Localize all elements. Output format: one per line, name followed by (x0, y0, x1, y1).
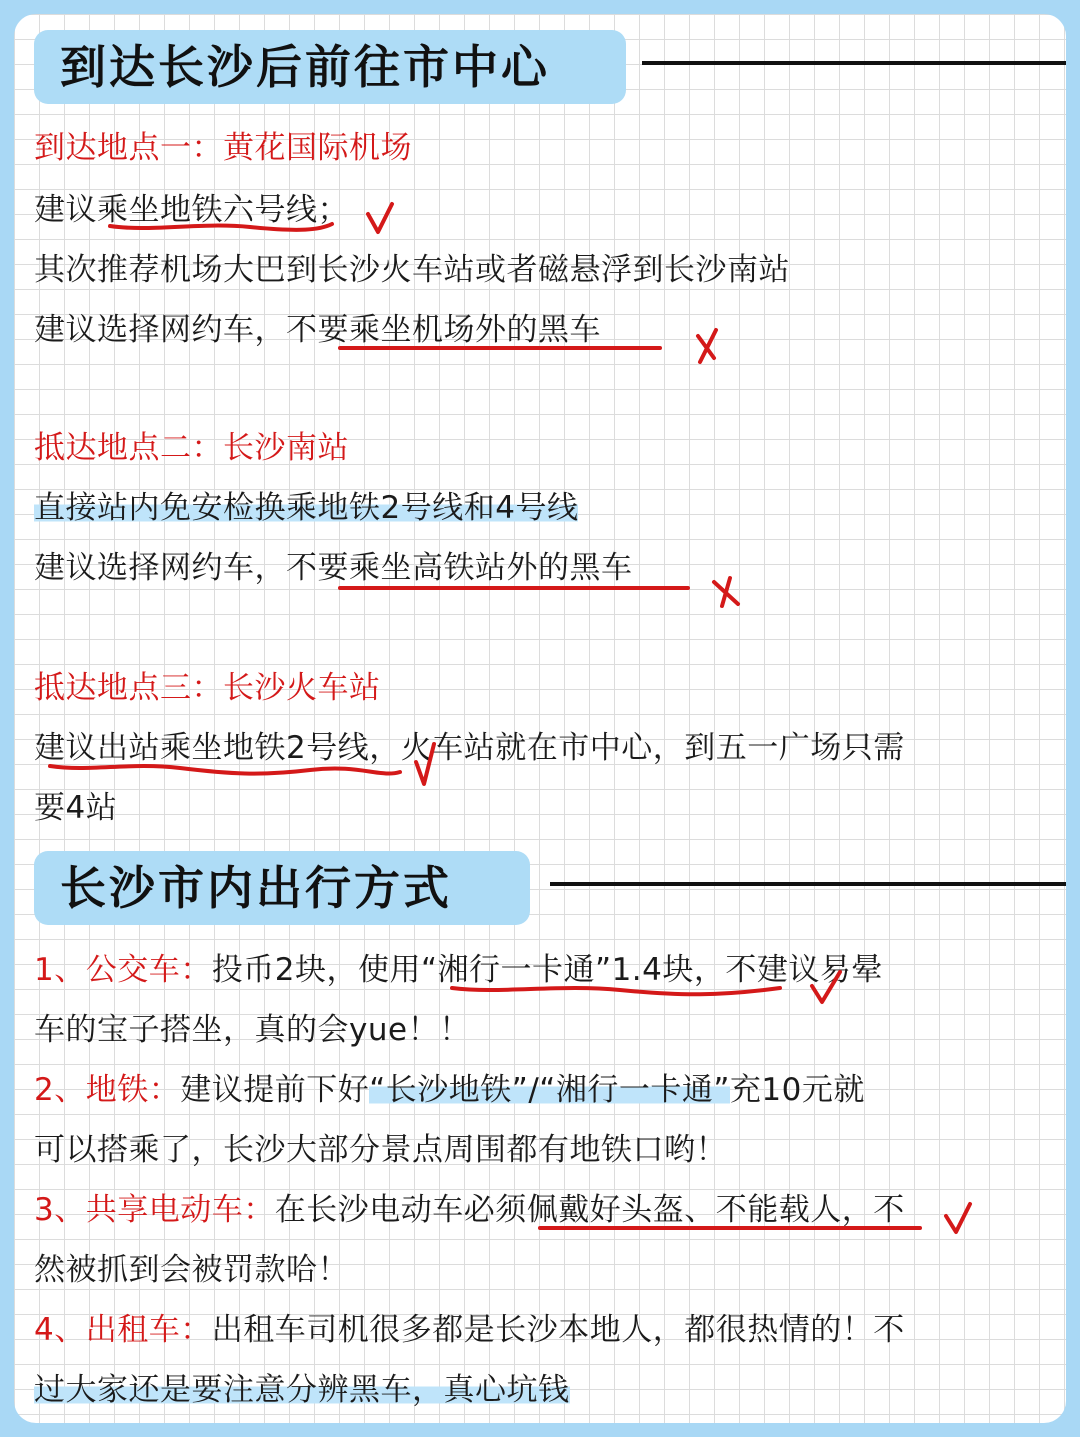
location-1-line-3: 建议选择网约车，不要乘坐机场外的黑车 (34, 312, 601, 348)
transport-item-metro-cont: 可以搭乘了，长沙大部分景点周围都有地铁口哟！ (34, 1132, 727, 1168)
location-2-title: 抵达地点二：长沙南站 (34, 430, 349, 466)
heading-divider (642, 61, 1066, 65)
location-3-title: 抵达地点三：长沙火车站 (34, 670, 381, 706)
location-3-line-1: 建议出站乘坐地铁2号线，火车站就在市中心，到五一广场只需 (34, 730, 905, 766)
transport-item-bus: 1、公交车：投币2块，使用“湘行一卡通”1.4块，不建议易晕 (34, 952, 883, 988)
transport-item-taxi-cont: 过大家还是要注意分辨黑车，真心坑钱 (34, 1372, 570, 1408)
transport-item-bus-cont: 车的宝子搭坐，真的会yue！！ (34, 1012, 471, 1048)
section-title-arrival: 到达长沙后前往市中心 (34, 30, 626, 104)
section-title-city-transport: 长沙市内出行方式 (34, 851, 530, 925)
heading-divider (550, 882, 1066, 886)
location-1-line-2: 其次推荐机场大巴到长沙火车站或者磁悬浮到长沙南站 (34, 252, 790, 288)
transport-item-taxi: 4、出租车：出租车司机很多都是长沙本地人，都很热情的！不 (34, 1312, 905, 1348)
transport-item-metro: 2、地铁：建议提前下好“长沙地铁”/“湘行一卡通”充10元就 (34, 1072, 865, 1108)
location-1-title: 到达地点一：黄花国际机场 (34, 130, 412, 166)
location-3-line-2: 要4站 (34, 790, 118, 826)
location-1-line-1: 建议乘坐地铁六号线； (34, 192, 349, 228)
location-2-line-1: 直接站内免安检换乘地铁2号线和4号线 (34, 490, 579, 526)
transport-item-ebike-cont: 然被抓到会被罚款哈！ (34, 1252, 349, 1288)
transport-item-ebike: 3、共享电动车：在长沙电动车必须佩戴好头盔、不能载人，不 (34, 1192, 905, 1228)
location-2-line-2: 建议选择网约车，不要乘坐高铁站外的黑车 (34, 550, 633, 586)
